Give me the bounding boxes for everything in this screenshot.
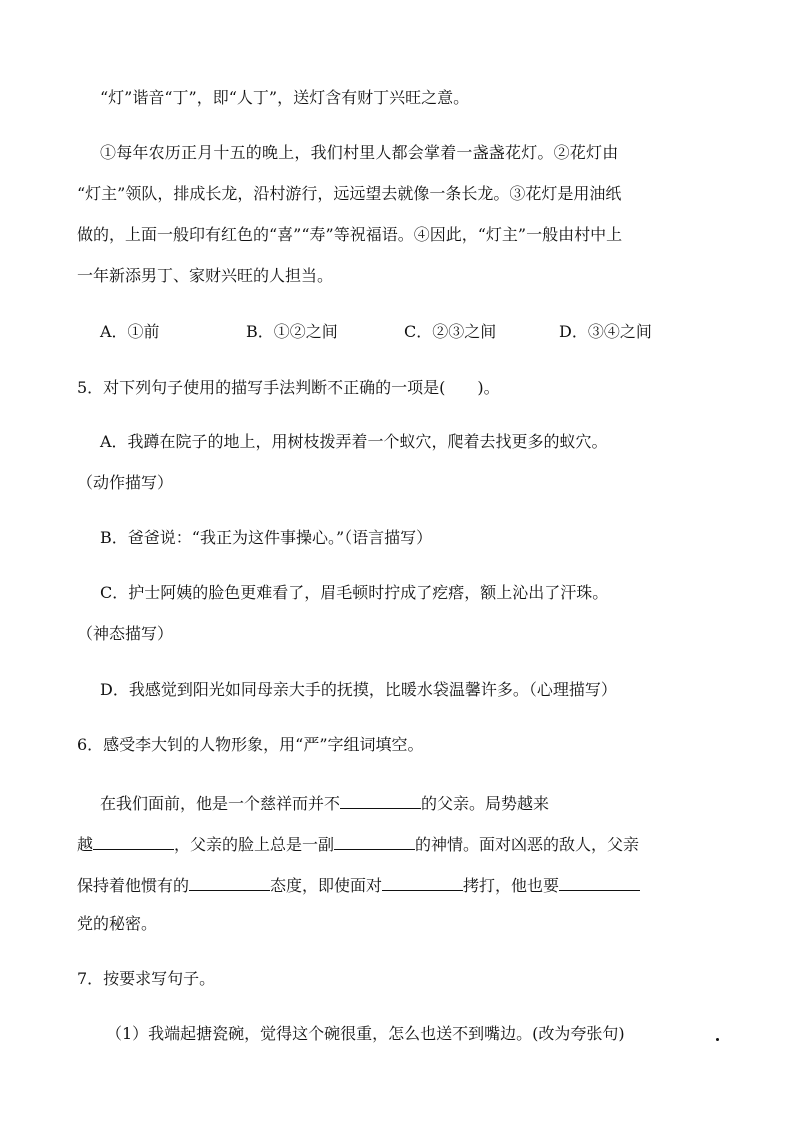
q4-option-d[interactable]: D．③④之间 [559, 322, 652, 341]
passage-line-4: 做的，上面一般印有红色的“喜”“寿”等祝福语。④因此，“灯主”一般由村中上 [77, 225, 623, 244]
q4-option-a[interactable]: A．①前 [100, 322, 160, 341]
passage-line-5: 一年新添男丁、家财兴旺的人担当。 [77, 266, 334, 285]
q6-blank-3[interactable] [334, 831, 415, 850]
q6-line-3 [77, 872, 640, 897]
q5-option-b[interactable]: B．爸爸说：“我正为这件事操心。”（语言描写） [100, 528, 433, 547]
q6-text: 在我们面前，他是一个慈祥而并不 [100, 794, 341, 813]
passage-line-3: “灯主”领队，排成长龙，沿村游行，远远望去就像一条长龙。③花灯是用油纸 [77, 184, 622, 203]
q6-blank-6[interactable] [559, 872, 640, 891]
q6-text: 的父亲。局势越来 [421, 794, 550, 813]
q6-text: 保持着他惯有的 [77, 876, 190, 895]
q6-blank-4[interactable] [189, 872, 270, 891]
q6-blank-2[interactable] [93, 831, 174, 850]
q6-line-2 [77, 831, 639, 856]
q6-text: 越 [77, 835, 94, 854]
trailing-dot [716, 1038, 719, 1041]
q6-line-1 [100, 790, 549, 815]
q6-text: 态度，即使面对 [270, 876, 383, 895]
q6-text: 拷打，他也要 [463, 876, 560, 895]
passage-line-1: “灯”谐音“丁”，即“人丁”，送灯含有财丁兴旺之意。 [100, 88, 470, 107]
q5-option-c[interactable]: C．护士阿姨的脸色更难看了，眉毛顿时拧成了疙瘩，额上沁出了汗珠。 [100, 583, 609, 602]
q5-option-a[interactable]: A．我蹲在院子的地上，用树枝拨弄着一个蚁穴，爬着去找更多的蚁穴。 [100, 432, 608, 451]
q4-option-c[interactable]: C．②③之间 [404, 322, 497, 341]
q6-text: 的神情。面对凶恶的敌人，父亲 [415, 835, 640, 854]
q7-sentence-1: （1）我端起搪瓷碗，觉得这个碗很重，怎么也送不到嘴边。(改为夸张句) [106, 1024, 625, 1043]
q6-blank-5[interactable] [382, 872, 463, 891]
q5-stem: 5．对下列句子使用的描写手法判断不正确的一项是( )。 [77, 378, 500, 397]
q7-stem: 7．按要求写句子。 [77, 969, 216, 988]
q6-text: ，父亲的脸上总是一副 [174, 835, 335, 854]
q5-option-c-note: （神态描写） [77, 624, 174, 643]
q4-option-b[interactable]: B．①②之间 [246, 322, 338, 341]
q6-stem: 6．感受李大钊的人物形象，用“严”字组词填空。 [77, 735, 424, 754]
q5-option-d[interactable]: D．我感觉到阳光如同母亲大手的抚摸，比暖水袋温馨许多。（心理描写） [100, 680, 617, 699]
q5-option-a-note: （动作描写） [77, 473, 174, 492]
q6-line-4: 党的秘密。 [77, 914, 158, 933]
q6-blank-1[interactable] [340, 790, 421, 809]
passage-line-2: ①每年农历正月十五的晚上，我们村里人都会掌着一盏盏花灯。②花灯由 [100, 143, 619, 162]
